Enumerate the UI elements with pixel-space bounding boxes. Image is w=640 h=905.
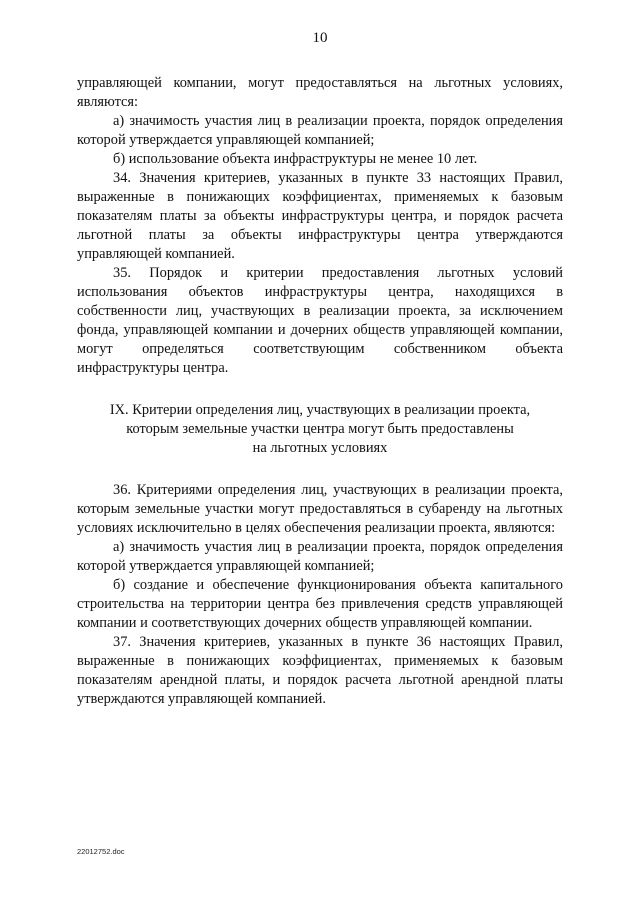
paragraph-36: 36. Критериями определения лиц, участвующих в реализации проекта, которым земельные участки могут предоставляться в субаренду на льготных условиях исключительно в целях обеспечения реализации проекта, являются: <box>77 482 563 536</box>
footer-filename: 22012752.doc <box>77 847 125 856</box>
paragraph-36-item-b: б) создание и обеспечение функционирования объекта капитального строительства на территории центра без привлечения средств управляющей компании и соответствующих дочерних обществ управляющей компании. <box>77 577 563 631</box>
paragraph-37: 37. Значения критериев, указанных в пункте 36 настоящих Правил, выраженные в понижающих коэффициентах, применяемых к базовым показателям арендной платы, и порядок расчета льготной арендной платы утверждаются управляющей компанией. <box>77 634 563 707</box>
paragraph-continuation: управляющей компании, могут предоставляться на льготных условиях, являются: <box>77 75 563 110</box>
section-heading-line-3: на льготных условиях <box>252 440 388 456</box>
paragraph-36-item-a: а) значимость участия лиц в реализации проекта, порядок определения которой утверждается управляющей компанией; <box>77 539 563 574</box>
page-number: 10 <box>312 30 328 46</box>
document-body <box>77 74 563 709</box>
paragraph-item-a: а) значимость участия лиц в реализации проекта, порядок определения которой утверждается управляющей компанией; <box>77 113 563 148</box>
section-heading-line-2: которым земельные участки центра могут быть предоставлены <box>126 421 514 437</box>
paragraph-item-b: б) использование объекта инфраструктуры не менее 10 лет. <box>113 151 478 167</box>
section-heading-line-1: IX. Критерии определения лиц, участвующих в реализации проекта, <box>109 402 531 418</box>
section-heading <box>77 401 563 458</box>
paragraph-34: 34. Значения критериев, указанных в пункте 33 настоящих Правил, выраженные в понижающих коэффициентах, применяемых к базовым показателям платы за объекты инфраструктуры центра, и порядок расчета льготной платы за объекты инфраструктуры центра утверждаются управляющей компанией. <box>77 170 563 262</box>
paragraph-35: 35. Порядок и критерии предоставления льготных условий использования объектов инфраструктуры центра, находящихся в собственности лиц, участвующих в реализации проекта, за исключением фонда, управляющей компании и дочерних обществ управляющей компании, могут определяться соответствующим собственником объекта инфраструктуры центра. <box>77 265 563 376</box>
